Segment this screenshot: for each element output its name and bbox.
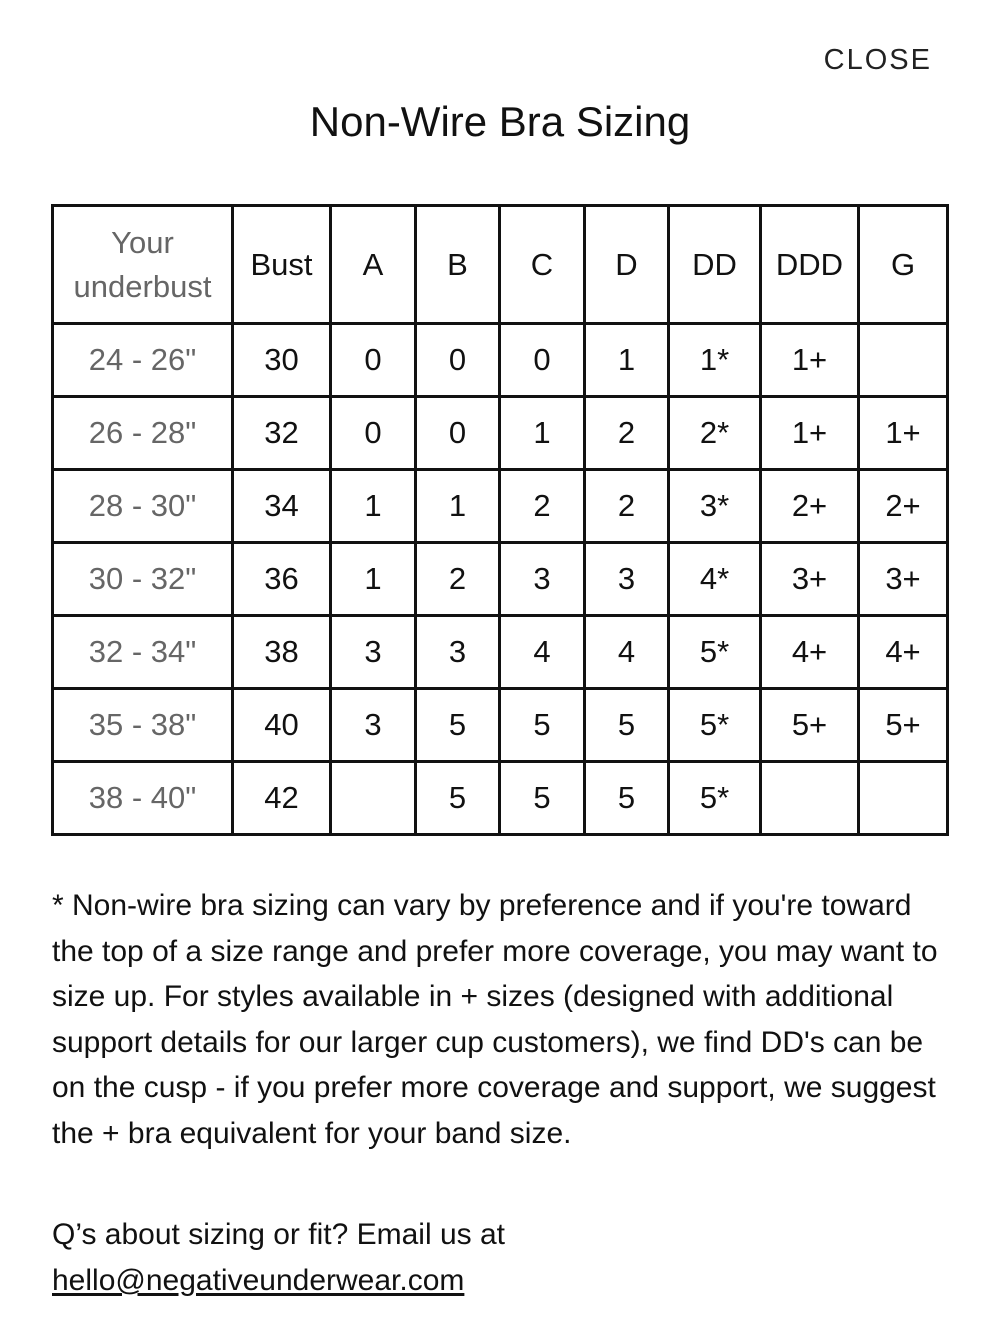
size-chart-table [51,204,949,836]
size-cell [761,762,859,835]
underbust-cell: 35 - 38" [53,689,233,762]
contact-question: Q’s about sizing or fit? Email us at [52,1218,505,1251]
contact-info [52,1212,952,1304]
size-cell: 4 [585,616,669,689]
underbust-cell: 24 - 26" [53,324,233,397]
size-cell: 2* [669,397,761,470]
column-header-underbust [53,206,233,324]
size-cell: 2 [416,543,500,616]
size-cell: 1 [331,470,416,543]
size-cell: 2 [500,470,585,543]
size-cell: 5* [669,616,761,689]
underbust-cell: 32 - 34" [53,616,233,689]
column-header-dd: DD [669,206,761,324]
size-cell: 1+ [761,324,859,397]
size-cell: 1* [669,324,761,397]
size-cell: 5+ [859,689,948,762]
size-cell: 5 [416,762,500,835]
underbust-cell: 28 - 30" [53,470,233,543]
size-cell: 2+ [859,470,948,543]
size-cell [859,324,948,397]
size-cell: 5 [416,689,500,762]
size-cell: 3* [669,470,761,543]
size-cell: 5 [585,689,669,762]
size-cell: 5+ [761,689,859,762]
column-header-a: A [331,206,416,324]
size-cell: 1 [416,470,500,543]
bust-cell: 34 [233,470,331,543]
bust-cell: 30 [233,324,331,397]
size-cell: 0 [416,397,500,470]
column-header-b: B [416,206,500,324]
column-header-g: G [859,206,948,324]
size-cell [331,762,416,835]
size-cell: 4+ [859,616,948,689]
size-cell: 0 [331,324,416,397]
table-row [53,397,948,470]
size-cell: 3 [331,689,416,762]
column-header-d: D [585,206,669,324]
close-button[interactable]: CLOSE [823,44,932,76]
table-row [53,470,948,543]
size-cell: 4+ [761,616,859,689]
table-row [53,616,948,689]
size-cell: 1 [585,324,669,397]
size-cell: 0 [500,324,585,397]
column-header-underbust-label: Your underbust [73,224,212,304]
size-cell: 0 [331,397,416,470]
size-cell: 0 [416,324,500,397]
size-cell: 3+ [859,543,948,616]
bust-cell: 40 [233,689,331,762]
size-table-body [53,324,948,835]
underbust-cell: 30 - 32" [53,543,233,616]
size-cell: 5 [500,762,585,835]
size-cell: 1+ [761,397,859,470]
column-header-bust: Bust [233,206,331,324]
size-cell: 3 [331,616,416,689]
size-cell: 5* [669,689,761,762]
sizing-footnote: * Non-wire bra sizing can vary by preference and if you're toward the top of a size range and prefer more coverage, you may want to size up. For styles available in + sizes (designed with additional support details for our larger cup customers), we find DD's can be on the cusp - if you prefer more coverage and support, we suggest the + bra equivalent for your band size. [52,889,938,1150]
size-cell: 1 [331,543,416,616]
size-cell: 4 [500,616,585,689]
size-cell: 2+ [761,470,859,543]
size-cell: 4* [669,543,761,616]
column-header-c: C [500,206,585,324]
size-cell: 1+ [859,397,948,470]
table-header-row [53,206,948,324]
size-cell: 5 [500,689,585,762]
size-cell: 3 [416,616,500,689]
table-row [53,762,948,835]
underbust-cell: 38 - 40" [53,762,233,835]
page-title: Non-Wire Bra Sizing [309,98,691,145]
size-cell: 3 [500,543,585,616]
size-cell: 3 [585,543,669,616]
table-row [53,543,948,616]
bust-cell: 36 [233,543,331,616]
bust-cell: 38 [233,616,331,689]
size-cell: 5 [585,762,669,835]
bust-cell: 32 [233,397,331,470]
size-cell: 2 [585,470,669,543]
bust-cell: 42 [233,762,331,835]
size-cell: 3+ [761,543,859,616]
size-cell: 1 [500,397,585,470]
underbust-cell: 26 - 28" [53,397,233,470]
table-row [53,324,948,397]
column-header-ddd: DDD [761,206,859,324]
size-cell [859,762,948,835]
email-link[interactable]: hello@negativeunderwear.com [52,1264,465,1297]
table-row [53,689,948,762]
size-cell: 5* [669,762,761,835]
size-cell: 2 [585,397,669,470]
